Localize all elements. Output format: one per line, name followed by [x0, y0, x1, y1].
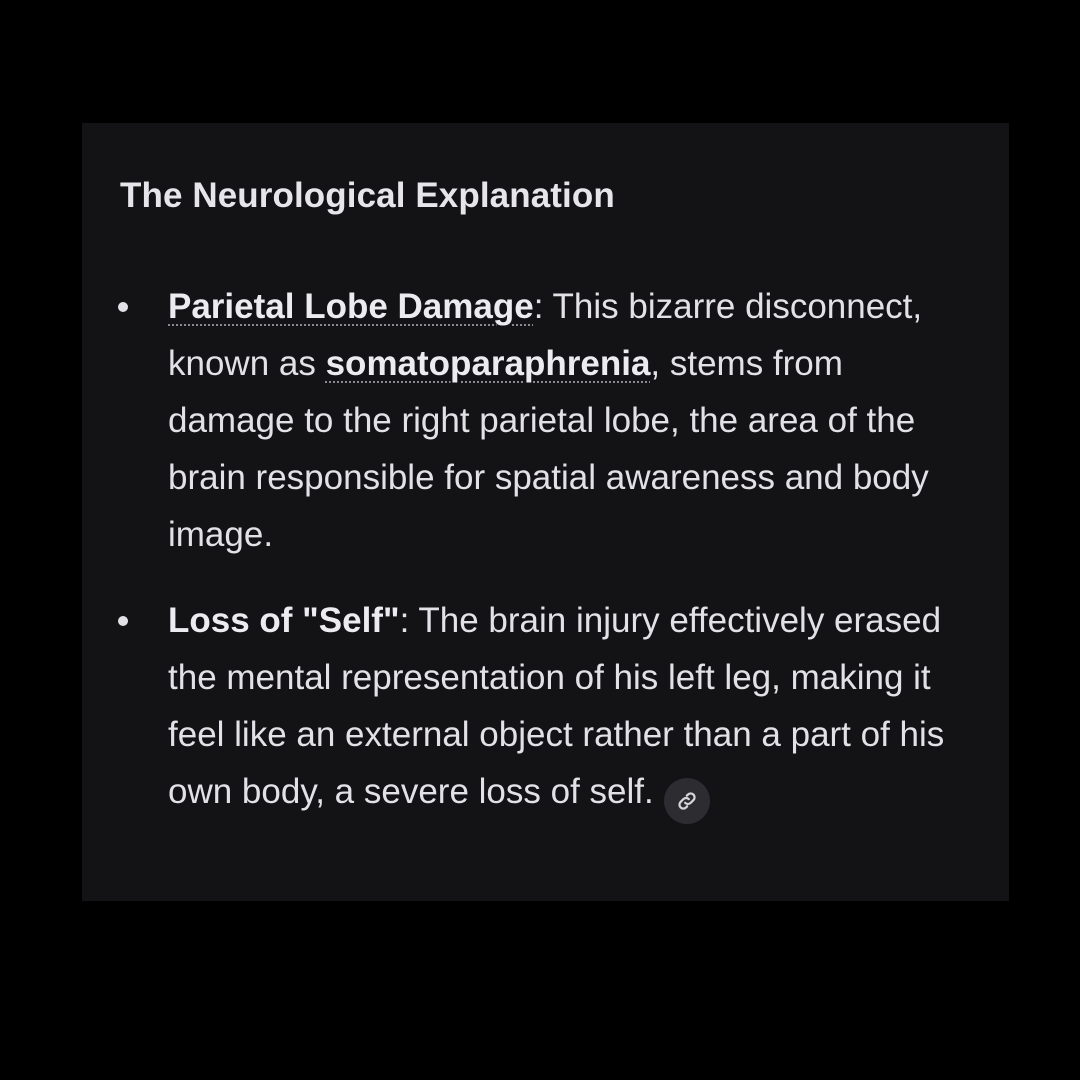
link-icon — [676, 790, 698, 812]
term-loss-of-self: Loss of "Self" — [168, 601, 400, 640]
term-colon: : — [533, 287, 544, 326]
list-item — [82, 592, 1009, 824]
source-link-button[interactable] — [664, 778, 710, 824]
term-parietal-lobe-damage[interactable]: Parietal Lobe Damage — [168, 287, 534, 326]
response-panel — [82, 123, 1009, 901]
term-colon: : — [399, 601, 410, 640]
list-item — [82, 278, 1009, 563]
term-somatoparaphrenia[interactable]: somatoparaphrenia — [325, 344, 651, 383]
bullet-dot — [118, 302, 128, 312]
bullet-text: The brain injury effectively erased the mental representation of his left leg, making it feel like an external object rather than a part of his own body, a severe loss of self. — [168, 601, 945, 811]
bullet-text: This bizarre disconnect, known as — [168, 287, 923, 383]
section-heading: The Neurological Explanation — [120, 176, 615, 215]
bullet-text: , stems from damage to the right parietal lobe, the area of the brain responsible for spatial awareness and body image. — [168, 344, 929, 554]
bullet-list — [82, 278, 1009, 824]
bullet-dot — [118, 616, 128, 626]
